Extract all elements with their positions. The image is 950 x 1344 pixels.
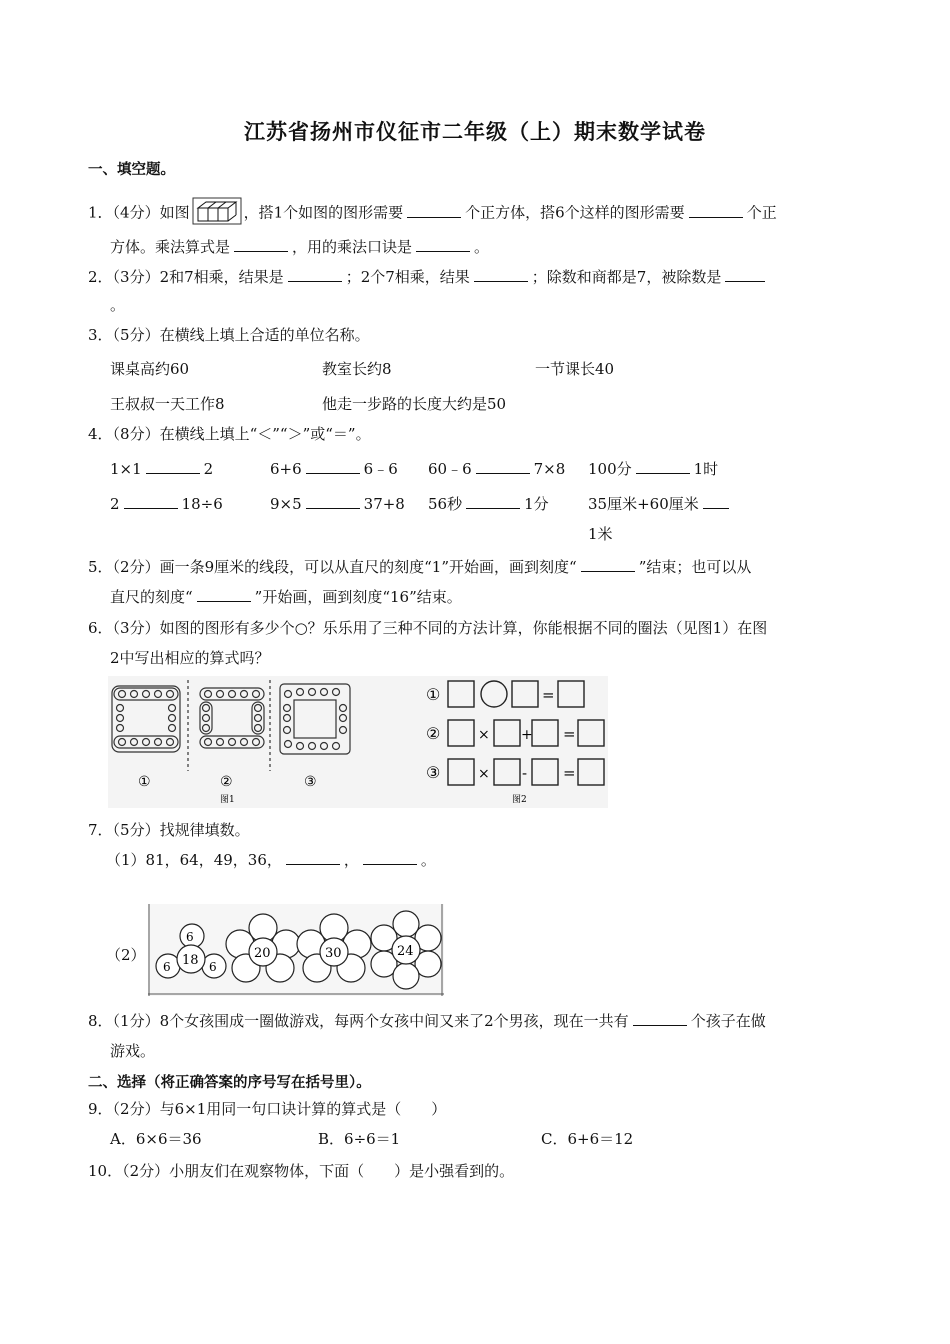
q4-item-8: 35厘米+60厘米 [588,494,733,514]
q3-item-1: 课桌高约60 [110,360,190,378]
flower-3-center: 30 [325,946,342,961]
section-fill-blanks-heading: 一、填空题。 [88,162,175,178]
question-1-line-2 [110,237,489,257]
fig1-label-2: ② [220,774,233,790]
flower-2-center: 20 [254,946,271,961]
q1-blank-4[interactable] [416,237,470,252]
flower-1-top: 6 [186,930,194,944]
q3-item-2: 教室长约8 [322,360,392,378]
q4-item-7: 56秒 1分 [428,495,549,513]
q9-option-b[interactable]: B．6÷6＝1 [318,1130,401,1148]
q4-item-8-cont: 1米 [588,525,613,543]
q1-text-e: 方体。乘法算式是 [110,238,231,256]
question-6-line-2: 2中写出相应的算式吗？ [110,649,270,667]
section-choice-heading: 二、选择（将正确答案的序号写在括号里）。 [88,1075,371,1091]
q3-item-4: 王叔叔一天工作8 [110,395,225,413]
question-3-stem: 3．（5分）在横线上填上合适的单位名称。 [88,326,370,344]
q2-text-c: ；除数和商都是7，被除数是 [531,268,722,286]
fig2-eq-2: = [563,725,576,743]
flower-1-right: 6 [209,960,217,974]
q7-part-2-label: （2） [106,946,146,964]
q7-flower-figure [148,904,444,996]
fig2-minus: - [522,764,528,782]
fig1-label-3: ③ [304,774,317,790]
q1-blank-1[interactable] [407,203,461,218]
q7-blank-1[interactable] [286,850,340,865]
fig2-caption: 图2 [512,795,527,805]
flower-1-left: 6 [163,960,171,974]
q7-part-1: （1）81，64，49，36， ， 。 [106,851,436,869]
q1-text-b: ，搭1个如图的图形需要 [243,203,404,222]
q7-blank-2[interactable] [363,850,417,865]
q9-option-c[interactable]: C．6+6＝12 [541,1130,634,1148]
q2-blank-1[interactable] [288,267,342,282]
question-4-stem: 4．（8分）在横线上填上“＜”“＞”或“＝”。 [88,425,371,443]
q1-text-f: ，用的乘法口诀是 [292,238,413,256]
fig2-label-3: ③ [426,763,441,782]
flower-1-center: 18 [182,953,199,968]
q1-text-d: 个正 [746,203,777,222]
fig1-caption: 图1 [220,795,235,805]
cubes-figure [192,197,242,230]
fig2-eq-1: = [542,686,555,704]
q5-blank-2[interactable] [197,587,251,602]
q2-blank-2[interactable] [474,267,528,282]
question-10-stem: 10．（2分）小朋友们在观察物体，下面（ ）是小强看到的。 [88,1162,515,1180]
fig1-label-1: ① [138,774,151,790]
question-8-line-1: 8．（1分）8个女孩围成一圈做游戏，每两个女孩中间又来了2个男孩，现在一共有 个孩子在做 [88,1012,766,1030]
q1-blank-3[interactable] [234,237,288,252]
question-9-stem: 9．（2分）与6×1用同一句口诀计算的算式是（ ） [88,1100,447,1118]
flower-4-center: 24 [397,944,414,959]
q3-item-3: 一节课长40 [535,360,615,378]
q4-item-6: 9×5 37+8 [270,495,405,513]
q2-text-d: 。 [110,296,126,314]
fig2-times-1: × [478,727,490,743]
question-2-line-1 [88,267,769,287]
page-title: 江苏省扬州市仪征市二年级（上）期末数学试卷 [244,120,706,144]
q3-item-5: 他走一步路的长度大约是50 [322,395,507,413]
question-6-line-1: 6．（3分）如图的图形有多少个○？乐乐用了三种不同的方法计算，你能根据不同的圈法（见图1）在图 [88,619,768,637]
fig2-label-1: ① [426,685,441,704]
fig2-eq-3: = [563,764,576,782]
q4-item-1: 1×1 2 [110,460,214,478]
q2-text-b: ；2个7相乘，结果 [345,268,470,286]
question-7-stem: 7．（5分）找规律填数。 [88,821,250,839]
q4-item-3: 60﹣6 7×8 [428,460,566,478]
q4-item-5: 2 18÷6 [110,495,223,513]
question-5-line-1: 5．（2分）画一条9厘米的线段，可以从直尺的刻度“1”开始画，画到刻度“ ”结束；也可以从 [88,558,752,576]
q8-blank[interactable] [633,1011,687,1026]
q9-option-a[interactable]: A．6×6＝36 [110,1130,202,1148]
question-1-line-1 [88,197,777,230]
q1-text-c: 个正方体，搭6个这样的图形需要 [465,203,685,222]
q5-blank-1[interactable] [581,557,635,572]
q4-item-2: 6+6 6﹣6 [270,460,398,478]
fig2-plus: + [521,727,533,743]
question-5-line-2: 直尺的刻度“ ”开始画，画到刻度“16”结束。 [110,588,462,606]
q1-blank-2[interactable] [689,203,743,218]
q4-item-4: 100分 1时 [588,460,719,478]
q2-blank-3[interactable] [725,267,765,282]
fig2-label-2: ② [426,724,441,743]
q6-figures [108,676,608,808]
q1-text-g: 。 [474,238,490,256]
fig2-times-2: × [478,766,490,782]
q2-text-a: 2．（3分）2和7相乘，结果是 [88,268,284,286]
question-8-line-2: 游戏。 [110,1042,156,1060]
q1-text-a: 1．（4分）如图 [88,203,190,222]
